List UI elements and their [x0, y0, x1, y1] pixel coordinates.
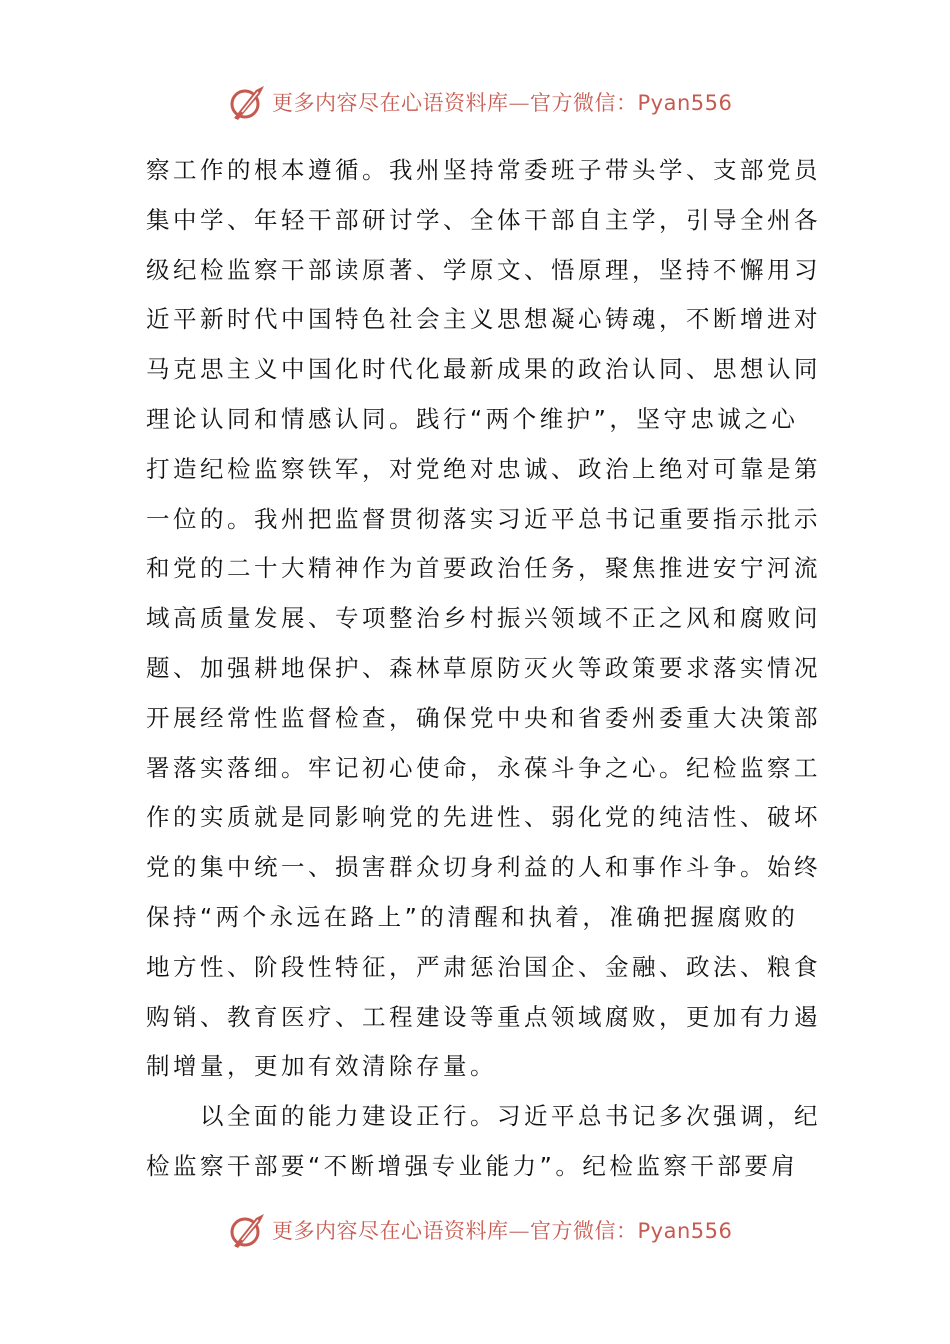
text-line: 检监察干部要“不断增强专业能力”。纪检监察干部要肩	[146, 1151, 799, 1180]
text-line: 马克思主义中国化时代化最新成果的政治认同、思想认同	[146, 355, 821, 384]
header-wechat-label: 官方微信：	[530, 91, 638, 115]
text-line: 制增量，更加有效清除存量。	[146, 1052, 497, 1081]
text-line: 地方性、阶段性特征，严肃惩治国企、金融、政法、粮食	[146, 952, 821, 981]
quill-logo-icon	[228, 1210, 268, 1250]
footer-banner-separator: —	[508, 1219, 530, 1243]
text-line: 近平新时代中国特色社会主义思想凝心铸魂，不断增进对	[146, 305, 821, 334]
text-line: 察工作的根本遵循。我州坚持常委班子带头学、支部党员	[146, 156, 821, 184]
header-banner-main: 更多内容尽在心语资料库	[272, 91, 509, 115]
text-line: 党的集中统一、损害群众切身利益的人和事作斗争。始终	[146, 853, 821, 882]
text-line: 集中学、年轻干部研讨学、全体干部自主学，引导全州各	[146, 205, 821, 234]
header-banner-text	[272, 87, 732, 117]
text-line: 一位的。我州把监督贯彻落实习近平总书记重要指示批示	[146, 504, 821, 533]
text-line: 题、加强耕地保护、森林草原防灭火等政策要求落实情况	[146, 653, 821, 682]
text-line: 保持“两个永远在路上”的清醒和执着，准确把握腐败的	[146, 902, 799, 931]
quill-logo-icon	[228, 82, 268, 122]
header-wechat-id: Pyan556	[637, 91, 733, 115]
footer-banner	[228, 1210, 732, 1250]
text-line: 署落实落细。牢记初心使命，永葆斗争之心。纪检监察工	[146, 753, 821, 782]
footer-banner-main: 更多内容尽在心语资料库	[272, 1219, 509, 1243]
footer-wechat-label: 官方微信：	[530, 1219, 638, 1243]
text-line: 以全面的能力建设正行。习近平总书记多次强调，纪	[146, 1102, 821, 1131]
text-line: 打造纪检监察铁军，对党绝对忠诚、政治上绝对可靠是第	[146, 454, 821, 483]
body-text	[146, 146, 821, 1192]
text-line: 和党的二十大精神作为首要政治任务，聚焦推进安宁河流	[146, 554, 821, 583]
text-line: 域高质量发展、专项整治乡村振兴领域不正之风和腐败问	[146, 604, 821, 633]
text-line: 购销、教育医疗、工程建设等重点领域腐败，更加有力遏	[146, 1002, 821, 1031]
header-banner	[228, 82, 732, 122]
text-line: 级纪检监察干部读原著、学原文、悟原理，坚持不懈用习	[146, 255, 821, 284]
header-banner-separator: —	[508, 91, 530, 115]
text-line: 作的实质就是同影响党的先进性、弱化党的纯洁性、破坏	[146, 803, 821, 832]
text-line: 理论认同和情感认同。践行“两个维护”，坚守忠诚之心	[146, 404, 799, 433]
text-line: 开展经常性监督检查，确保党中央和省委州委重大决策部	[146, 703, 821, 732]
footer-banner-text	[272, 1215, 732, 1245]
footer-wechat-id: Pyan556	[637, 1219, 733, 1243]
